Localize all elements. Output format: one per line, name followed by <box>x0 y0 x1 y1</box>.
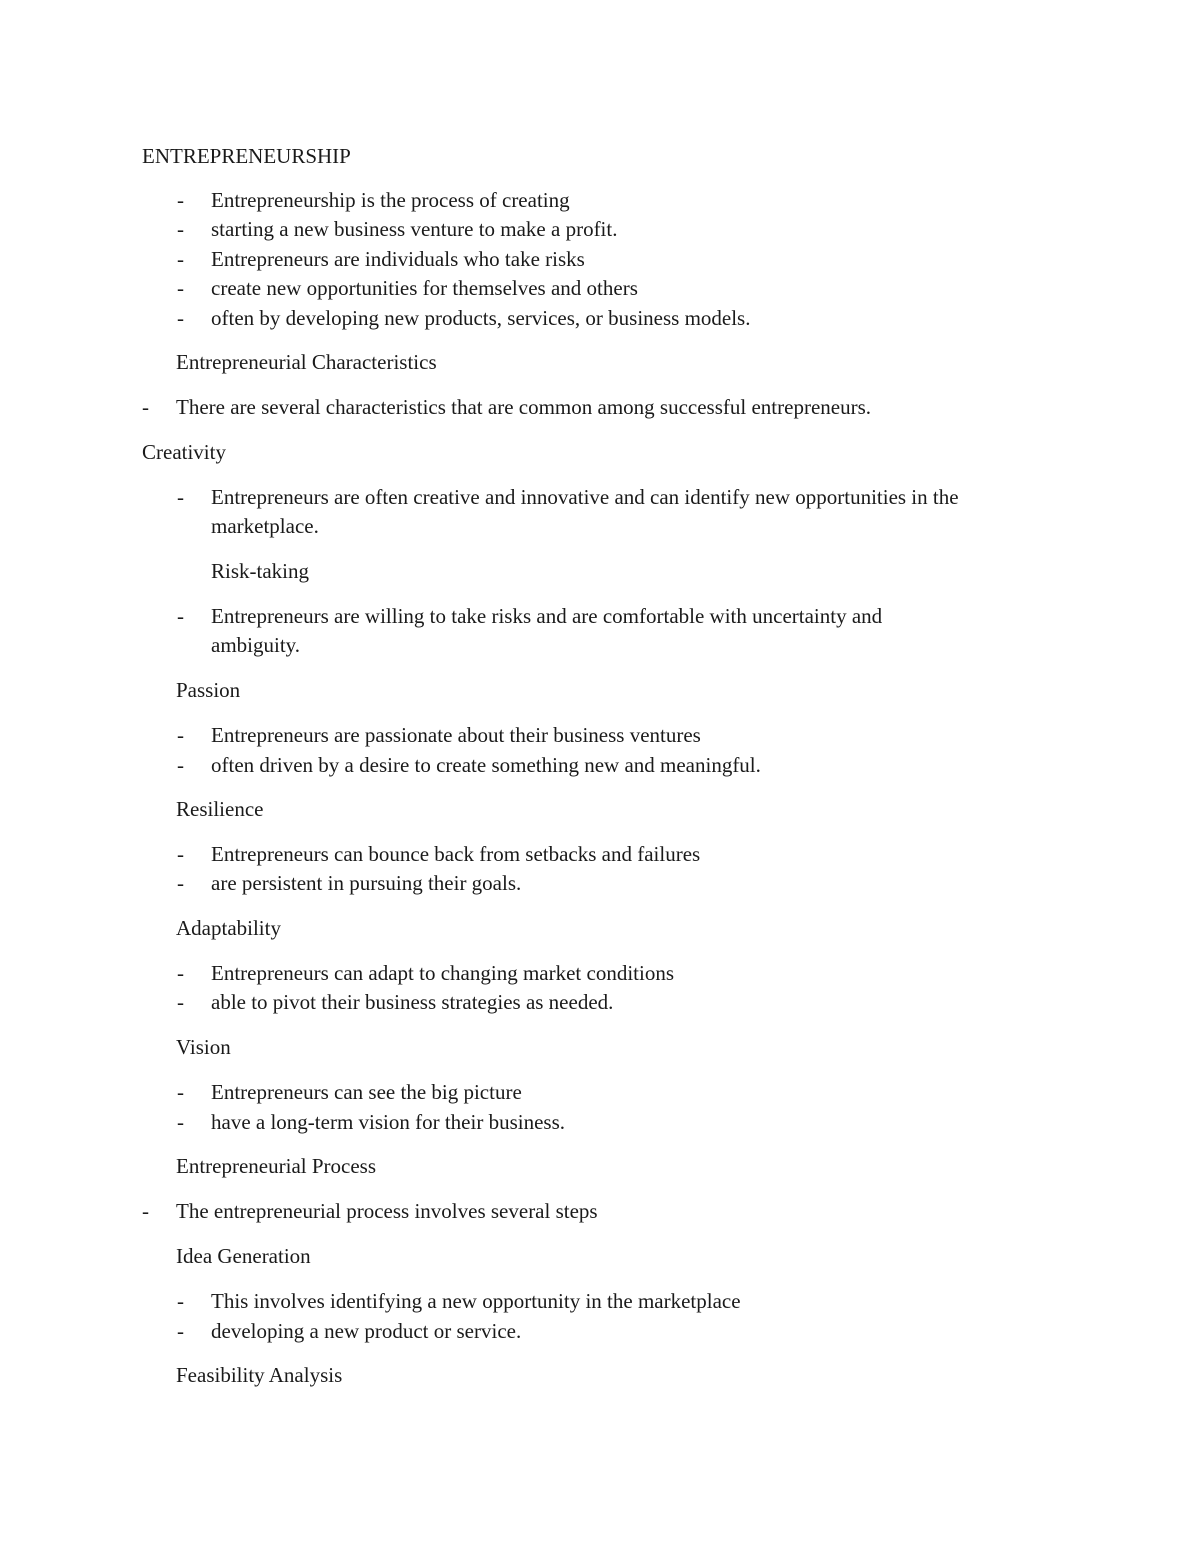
bullet-dash: - <box>177 188 184 212</box>
list-item: are persistent in pursuing their goals. <box>211 871 522 895</box>
bullet-dash: - <box>177 604 184 628</box>
bullet-dash: - <box>177 961 184 985</box>
bullet-dash: - <box>177 723 184 747</box>
section-heading: Entrepreneurial Characteristics <box>176 350 437 374</box>
subheading-vision: Vision <box>176 1035 231 1059</box>
bullet-dash: - <box>177 842 184 866</box>
bullet-dash: - <box>177 753 184 777</box>
bullet-dash: - <box>177 871 184 895</box>
bullet-dash: - <box>177 1319 184 1343</box>
bullet-dash: - <box>177 1289 184 1313</box>
list-item: Entrepreneurs can bounce back from setbacks and failures <box>211 842 701 866</box>
list-item: create new opportunities for themselves and others <box>211 276 638 300</box>
section-heading: Entrepreneurial Process <box>176 1154 377 1178</box>
bullet-dash: - <box>177 217 184 241</box>
list-item-continuation: marketplace. <box>211 514 319 538</box>
list-item: Entrepreneurs can see the big picture <box>211 1080 522 1104</box>
subheading-feasibility-analysis: Feasibility Analysis <box>176 1363 343 1387</box>
list-item: Entrepreneurship is the process of creating <box>211 188 570 212</box>
subheading-idea-generation: Idea Generation <box>176 1244 311 1268</box>
bullet-dash: - <box>177 276 184 300</box>
list-item: Entrepreneurs are willing to take risks and are comfortable with uncertainty and <box>211 604 883 628</box>
list-item: developing a new product or service. <box>211 1319 522 1343</box>
subheading-passion: Passion <box>176 678 241 702</box>
bullet-dash: - <box>177 306 184 330</box>
list-item: The entrepreneurial process involves several steps <box>176 1199 598 1223</box>
bullet-dash: - <box>177 247 184 271</box>
list-item: Entrepreneurs can adapt to changing market conditions <box>211 961 675 985</box>
list-item: There are several characteristics that are common among successful entrepreneurs. <box>176 395 871 419</box>
document-title: ENTREPRENEURSHIP <box>142 144 351 168</box>
list-item: often driven by a desire to create something new and meaningful. <box>211 753 761 777</box>
list-item: Entrepreneurs are individuals who take risks <box>211 247 585 271</box>
list-item: Entrepreneurs are often creative and innovative and can identify new opportunities in the <box>211 485 959 509</box>
subheading-adaptability: Adaptability <box>176 916 281 940</box>
list-item: able to pivot their business strategies as needed. <box>211 990 614 1014</box>
bullet-dash: - <box>177 1110 184 1134</box>
list-item: Entrepreneurs are passionate about their business ventures <box>211 723 701 747</box>
bullet-dash: - <box>142 1199 149 1223</box>
list-item: This involves identifying a new opportunity in the marketplace <box>211 1289 741 1313</box>
list-item-continuation: ambiguity. <box>211 633 301 657</box>
subheading-risk-taking: Risk-taking <box>211 559 309 583</box>
bullet-dash: - <box>142 395 149 419</box>
list-item: starting a new business venture to make a profit. <box>211 217 618 241</box>
bullet-dash: - <box>177 990 184 1014</box>
subheading-creativity: Creativity <box>142 440 226 464</box>
subheading-resilience: Resilience <box>176 797 264 821</box>
list-item: often by developing new products, services, or business models. <box>211 306 751 330</box>
bullet-dash: - <box>177 485 184 509</box>
bullet-dash: - <box>177 1080 184 1104</box>
list-item: have a long-term vision for their business. <box>211 1110 566 1134</box>
